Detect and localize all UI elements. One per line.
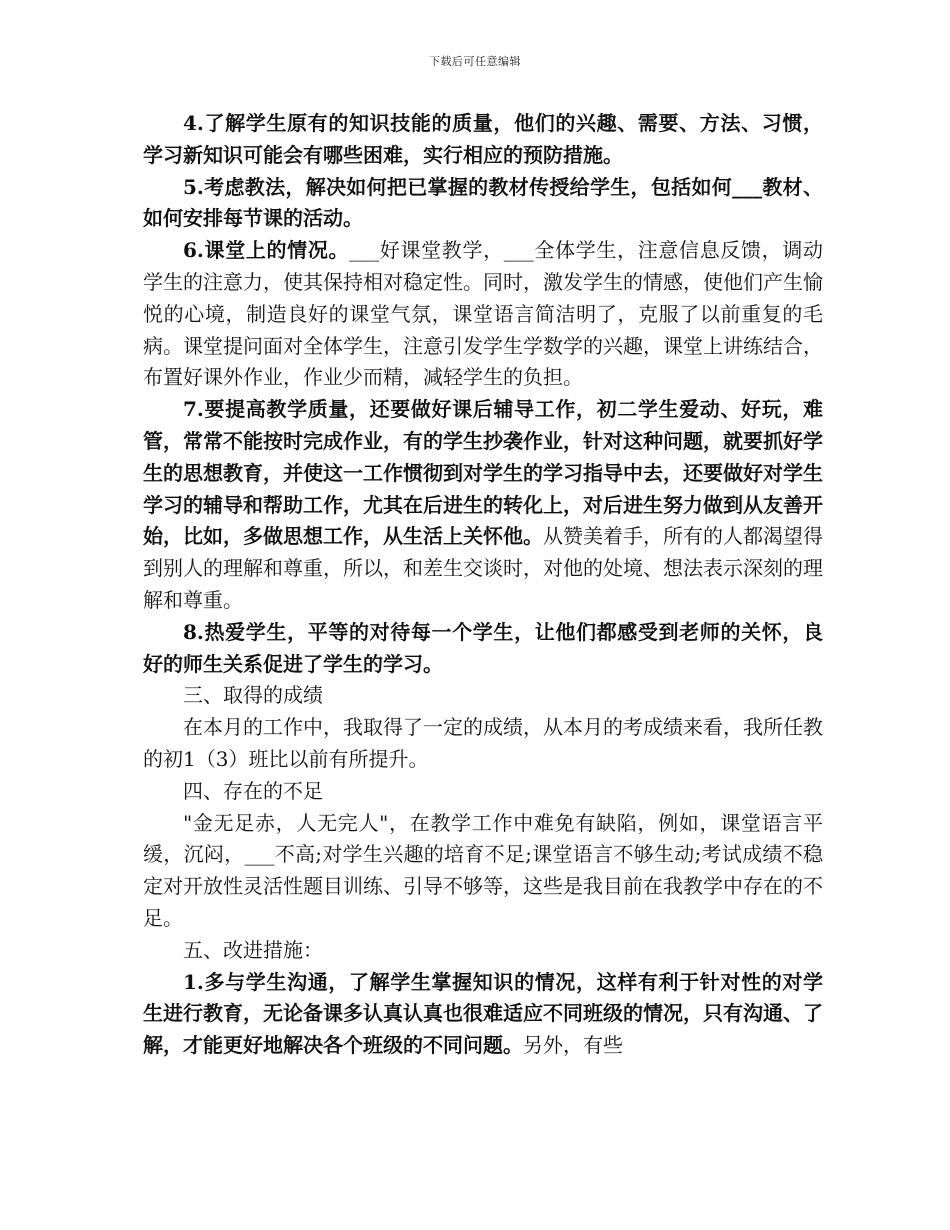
paragraph-achievements [143,712,823,776]
document-body [143,108,823,1062]
paragraph-6 [143,235,823,394]
paragraph-6-bold: 6.课堂上的情况。 [183,238,350,263]
paragraph-achievements-text: 在本月的工作中，我取得了一定的成绩，从本月的考成绩来看，我所任教的初1（3）班比以前有所提升。 [143,715,823,771]
paragraph-shortcomings [143,808,823,935]
paragraph-5-bold: 5.考虑教法，解决如何把已掌握的教材传授给学生，包括如何___教材、如何安排每节课的活动。 [143,174,823,231]
paragraph-improvement-1-bold: 1.多与学生沟通，了解学生掌握知识的情况，这样有利于针对性的对学生进行教育，无论备课多认真认真也很难适应不同班级的情况，只有沟通、了解，才能更好地解决各个班级的不同问题。 [143,969,823,1058]
section-heading-3 [143,680,823,712]
paragraph-improvement-1 [143,967,823,1062]
paragraph-7 [143,394,823,617]
paragraph-7-rest: 从赞美着手，所有的人都渴望得到别人的理解和尊重，所以，和差生交谈时，对他的处境、想法表示深刻的理解和尊重。 [143,524,823,612]
paragraph-improvement-1-rest: 另外，有些 [523,1033,623,1058]
section-heading-5-text: 五、改进措施： [183,937,323,962]
section-heading-4-text: 四、存在的不足 [183,778,323,803]
paragraph-4-bold: 4.了解学生原有的知识技能的质量，他们的兴趣、需要、方法、习惯，学习新知识可能会有哪些困难，实行相应的预防措施。 [143,111,823,167]
paragraph-4 [143,108,823,172]
paragraph-shortcomings-text: "金无足赤，人无完人"，在教学工作中难免有缺陷，例如，课堂语言平缓，沉闷，___不高;对学生兴趣的培育不足;课堂语言不够生动;考试成绩不稳定对开放性灵活性题目训练、引导不够等，这些是我目前在我教学中存在的不足。 [143,810,823,930]
paragraph-8 [143,617,823,681]
page-header: 下载后可任意编辑 [429,55,521,68]
paragraph-5 [143,172,823,236]
paragraph-7-bold: 7.要提高教学质量，还要做好课后辅导工作，初二学生爱动、好玩，难管，常常不能按时完成作业，有的学生抄袭作业，针对这种问题，就要抓好学生的思想教育，并使这一工作惯彻到对学生的学习指导中去，还要做好对学生学习的辅导和帮助工作，尤其在后进生的转化上，对后进生努力做到从友善开始，比如，多做思想工作，从生活上关怀他。 [143,397,823,549]
paragraph-8-bold: 8.热爱学生，平等的对待每一个学生，让他们都感受到老师的关怀，良好的师生关系促进了学生的学习。 [143,619,823,676]
section-heading-4 [143,776,823,808]
section-heading-3-text: 三、取得的成绩 [183,683,323,708]
section-heading-5 [143,935,823,967]
paragraph-6-rest: ___好课堂教学，___全体学生，注意信息反馈，调动学生的注意力，使其保持相对稳定性。同时，激发学生的情感，使他们产生愉悦的心境，制造良好的课堂气氛，课堂语言简洁明了，克服了以前重复的毛病。课堂提问面对全体学生，注意引发学生学数学的兴趣，课堂上讲练结合，布置好课外作业，作业少而精，减轻学生的负担。 [143,238,823,390]
